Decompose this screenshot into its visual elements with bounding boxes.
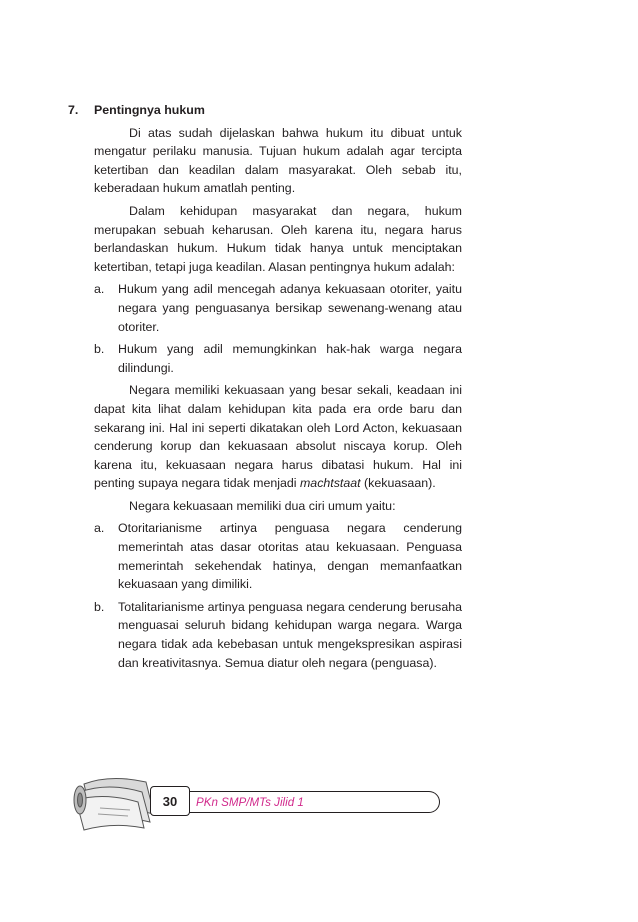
- list-letter: a.: [94, 282, 105, 297]
- list-letter: b.: [94, 342, 105, 357]
- list-text: Hukum yang adil memungkinkan hak-hak warga negara dilindungi.: [118, 342, 462, 375]
- page-footer: [70, 770, 442, 840]
- list-letter: b.: [94, 599, 105, 614]
- paragraph-2: Dalam kehidupan masyarakat dan negara, hukum merupakan sebuah keharusan. Oleh karena itu, negara harus berlandaskan hukum. Hukum tidak hanya untuk menciptakan ketertiban, tetapi juga keadilan. Alasan pentingnya hukum adalah:: [94, 203, 462, 274]
- list-item: [94, 519, 462, 593]
- paragraph-1: Di atas sudah dijelaskan bahwa hukum itu dibuat untuk mengatur perilaku manusia. Tujuan hukum adalah agar tercipta ketertiban dan keadilan dalam masyarakat. Oleh sebab itu, keberadaan hukum amatlah penting.: [94, 125, 462, 196]
- list-text: Totalitarianisme artinya penguasa negara cenderung berusaha menguasai seluruh bidang kehidupan warga negara. Warga negara tidak ada kebebasan untuk mengekspresikan aspirasi dan kreativitasnya. Semua diatur oleh negara (penguasa).: [118, 599, 462, 670]
- main-content: [68, 101, 462, 676]
- list-letter: a.: [94, 521, 105, 536]
- page-number: 30: [162, 793, 178, 809]
- page-number-box: [150, 786, 190, 816]
- paragraph-3-end: (kekuasaan).: [364, 476, 436, 491]
- list-text: Otoritarianisme artinya penguasa negara cenderung memerintah atas dasar otoritas atau kekuasaan. Penguasa memerintah sekehendak hatinya, dengan memanfaatkan kekuasaan yang dimiliki.: [118, 521, 462, 592]
- paragraph-3: [94, 381, 462, 493]
- list-item: [94, 280, 462, 336]
- list-item: [94, 340, 462, 377]
- list-item: [94, 598, 462, 672]
- section-heading: [68, 101, 462, 120]
- section-body: [68, 124, 462, 673]
- list-text: Hukum yang adil mencegah adanya kekuasaan otoriter, yaitu negara yang penguasanya bersikap sewenang-wenang atau otoriter.: [118, 282, 462, 334]
- machtstaat-term: machtstaat: [299, 476, 361, 491]
- section-number: 7.: [68, 103, 79, 117]
- book-title-box: [182, 791, 440, 813]
- section-title: Pentingnya hukum: [94, 103, 205, 117]
- book-title: PKn SMP/MTs Jilid 1: [196, 795, 304, 809]
- paragraph-4: Negara kekuasaan memiliki dua ciri umum yaitu:: [129, 498, 396, 513]
- paragraph-3-main: Negara memiliki kekuasaan yang besar sekali, keadaan ini dapat kita lihat dalam kehidupan kita pada era orde baru dan sekarang ini. Hal ini seperti dikatakan oleh Lord Acton, kekuasaan cenderung korup dan kekuasaan absolut niscaya korup. Oleh karena itu, kekuasaan negara harus dibatasi hukum. Hal ini penting supaya negara tidak menjadi: [94, 383, 462, 491]
